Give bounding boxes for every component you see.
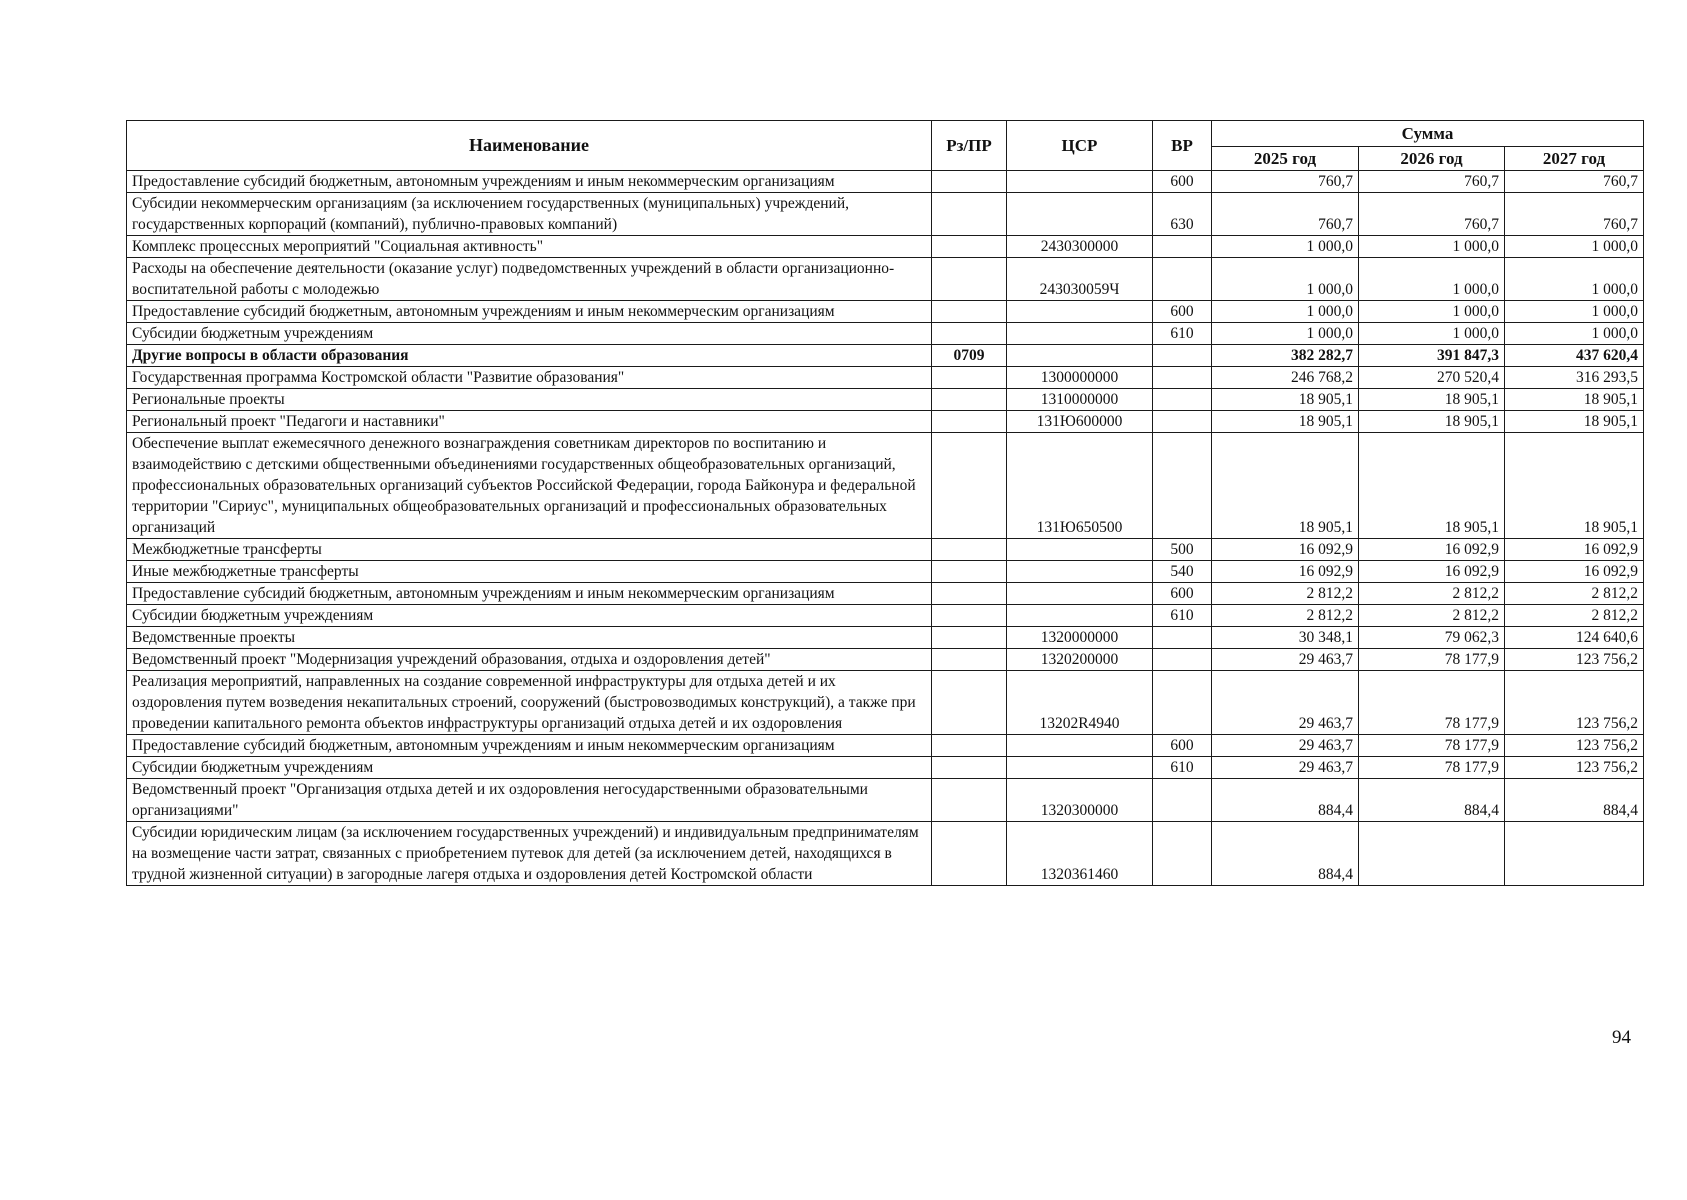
rzpr-cell <box>932 649 1007 671</box>
sum-2025-cell: 18 905,1 <box>1212 411 1359 433</box>
csr-cell <box>1007 171 1153 193</box>
name-cell: Предоставление субсидий бюджетным, автономным учреждениям и иным некоммерческим организациям <box>127 583 932 605</box>
vr-cell <box>1153 411 1212 433</box>
sum-2026-cell: 16 092,9 <box>1359 539 1505 561</box>
name-cell: Предоставление субсидий бюджетным, автономным учреждениям и иным некоммерческим организациям <box>127 735 932 757</box>
rzpr-cell <box>932 258 1007 301</box>
sum-2025-cell: 16 092,9 <box>1212 539 1359 561</box>
rzpr-cell <box>932 822 1007 886</box>
sum-2025-cell: 760,7 <box>1212 171 1359 193</box>
vr-cell <box>1153 236 1212 258</box>
sum-2025-cell: 246 768,2 <box>1212 367 1359 389</box>
sum-2025-cell: 30 348,1 <box>1212 627 1359 649</box>
header-sum: Сумма <box>1212 121 1644 147</box>
vr-cell <box>1153 258 1212 301</box>
sum-2026-cell: 16 092,9 <box>1359 561 1505 583</box>
sum-2027-cell: 16 092,9 <box>1505 561 1644 583</box>
csr-cell: 1320000000 <box>1007 627 1153 649</box>
vr-cell: 610 <box>1153 757 1212 779</box>
csr-cell: 13202R4940 <box>1007 671 1153 735</box>
sum-2026-cell: 1 000,0 <box>1359 301 1505 323</box>
table-row <box>127 779 1644 822</box>
sum-2027-cell: 760,7 <box>1505 193 1644 236</box>
table-header <box>127 121 1644 171</box>
sum-2027-cell: 18 905,1 <box>1505 389 1644 411</box>
rzpr-cell: 0709 <box>932 345 1007 367</box>
sum-2026-cell: 1 000,0 <box>1359 258 1505 301</box>
vr-cell: 600 <box>1153 583 1212 605</box>
csr-cell <box>1007 539 1153 561</box>
vr-cell: 610 <box>1153 323 1212 345</box>
sum-2027-cell <box>1505 822 1644 886</box>
rzpr-cell <box>932 367 1007 389</box>
sum-2026-cell: 1 000,0 <box>1359 323 1505 345</box>
sum-2025-cell: 18 905,1 <box>1212 389 1359 411</box>
name-cell: Субсидии юридическим лицам (за исключением государственных учреждений) и индивидуальным предпринимателям на возмещение части затрат, связанных с приобретением путевок для детей (за исключением детей, находящихся в трудной жизненной ситуации) в загородные лагеря отдыха и оздоровления детей Костромской области <box>127 822 932 886</box>
header-year-2025: 2025 год <box>1212 147 1359 171</box>
vr-cell <box>1153 389 1212 411</box>
table-row <box>127 757 1644 779</box>
header-year-2027: 2027 год <box>1505 147 1644 171</box>
sum-2025-cell: 29 463,7 <box>1212 671 1359 735</box>
table-row <box>127 539 1644 561</box>
vr-cell <box>1153 822 1212 886</box>
table-row <box>127 433 1644 539</box>
table-row <box>127 411 1644 433</box>
table-row <box>127 735 1644 757</box>
table-row <box>127 301 1644 323</box>
rzpr-cell <box>932 411 1007 433</box>
sum-2027-cell: 16 092,9 <box>1505 539 1644 561</box>
sum-2027-cell: 123 756,2 <box>1505 757 1644 779</box>
vr-cell: 630 <box>1153 193 1212 236</box>
rzpr-cell <box>932 171 1007 193</box>
name-cell: Межбюджетные трансферты <box>127 539 932 561</box>
table-row <box>127 193 1644 236</box>
rzpr-cell <box>932 539 1007 561</box>
sum-2027-cell: 123 756,2 <box>1505 649 1644 671</box>
sum-2026-cell: 18 905,1 <box>1359 389 1505 411</box>
name-cell: Иные межбюджетные трансферты <box>127 561 932 583</box>
csr-cell <box>1007 323 1153 345</box>
rzpr-cell <box>932 779 1007 822</box>
rzpr-cell <box>932 757 1007 779</box>
sum-2026-cell: 391 847,3 <box>1359 345 1505 367</box>
rzpr-cell <box>932 236 1007 258</box>
sum-2027-cell: 437 620,4 <box>1505 345 1644 367</box>
rzpr-cell <box>932 627 1007 649</box>
sum-2026-cell: 2 812,2 <box>1359 605 1505 627</box>
vr-cell <box>1153 345 1212 367</box>
rzpr-cell <box>932 301 1007 323</box>
name-cell: Ведомственный проект "Организация отдыха детей и их оздоровления негосударственными образовательными организациями" <box>127 779 932 822</box>
rzpr-cell <box>932 323 1007 345</box>
csr-cell <box>1007 757 1153 779</box>
table-row <box>127 345 1644 367</box>
sum-2027-cell: 123 756,2 <box>1505 735 1644 757</box>
rzpr-cell <box>932 605 1007 627</box>
sum-2025-cell: 29 463,7 <box>1212 735 1359 757</box>
vr-cell <box>1153 433 1212 539</box>
csr-cell <box>1007 735 1153 757</box>
sum-2027-cell: 2 812,2 <box>1505 583 1644 605</box>
name-cell: Региональные проекты <box>127 389 932 411</box>
sum-2027-cell: 316 293,5 <box>1505 367 1644 389</box>
sum-2027-cell: 123 756,2 <box>1505 671 1644 735</box>
sum-2026-cell: 884,4 <box>1359 779 1505 822</box>
csr-cell: 2430300000 <box>1007 236 1153 258</box>
header-vr: ВР <box>1153 121 1212 171</box>
name-cell: Государственная программа Костромской области "Развитие образования" <box>127 367 932 389</box>
csr-cell: 1320361460 <box>1007 822 1153 886</box>
sum-2025-cell: 884,4 <box>1212 822 1359 886</box>
csr-cell: 1310000000 <box>1007 389 1153 411</box>
vr-cell <box>1153 649 1212 671</box>
sum-2027-cell: 1 000,0 <box>1505 236 1644 258</box>
vr-cell: 500 <box>1153 539 1212 561</box>
sum-2025-cell: 1 000,0 <box>1212 323 1359 345</box>
csr-cell <box>1007 193 1153 236</box>
csr-cell <box>1007 605 1153 627</box>
sum-2026-cell: 760,7 <box>1359 193 1505 236</box>
vr-cell: 600 <box>1153 735 1212 757</box>
table-row <box>127 649 1644 671</box>
rzpr-cell <box>932 389 1007 411</box>
name-cell: Обеспечение выплат ежемесячного денежного вознаграждения советникам директоров по воспитанию и взаимодействию с детскими общественными объединениями государственных общеобразовательных организаций, профессиональных образовательных организаций субъектов Российской Федерации, города Байконура и федеральной территории "Сириус", муниципальных общеобразовательных организаций и профессиональных образовательных организаций <box>127 433 932 539</box>
name-cell: Предоставление субсидий бюджетным, автономным учреждениям и иным некоммерческим организациям <box>127 301 932 323</box>
sum-2025-cell: 382 282,7 <box>1212 345 1359 367</box>
name-cell: Реализация мероприятий, направленных на создание современной инфраструктуры для отдыха детей и их оздоровления путем возведения некапитальных строений, сооружений (быстровозводимых конструкций), а также при проведении капитального ремонта объектов инфраструктуры организаций отдыха детей и их оздоровления <box>127 671 932 735</box>
csr-cell: 1320300000 <box>1007 779 1153 822</box>
table-row <box>127 323 1644 345</box>
sum-2025-cell: 29 463,7 <box>1212 757 1359 779</box>
table-row <box>127 561 1644 583</box>
name-cell: Расходы на обеспечение деятельности (оказание услуг) подведомственных учреждений в области организационно-воспитательной работы с молодежью <box>127 258 932 301</box>
name-cell: Субсидии бюджетным учреждениям <box>127 757 932 779</box>
csr-cell: 131Ю600000 <box>1007 411 1153 433</box>
table-row <box>127 583 1644 605</box>
sum-2026-cell: 78 177,9 <box>1359 757 1505 779</box>
rzpr-cell <box>932 561 1007 583</box>
table-row <box>127 389 1644 411</box>
sum-2025-cell: 2 812,2 <box>1212 605 1359 627</box>
sum-2027-cell: 1 000,0 <box>1505 301 1644 323</box>
rzpr-cell <box>932 193 1007 236</box>
sum-2025-cell: 1 000,0 <box>1212 236 1359 258</box>
sum-2026-cell: 270 520,4 <box>1359 367 1505 389</box>
name-cell: Субсидии некоммерческим организациям (за исключением государственных (муниципальных) учреждений, государственных корпораций (компаний), публично-правовых компаний) <box>127 193 932 236</box>
table-body <box>127 171 1644 886</box>
table-row <box>127 671 1644 735</box>
rzpr-cell <box>932 433 1007 539</box>
header-name: Наименование <box>127 121 932 171</box>
vr-cell <box>1153 627 1212 649</box>
header-year-2026: 2026 год <box>1359 147 1505 171</box>
table-row <box>127 367 1644 389</box>
table-row <box>127 822 1644 886</box>
sum-2025-cell: 884,4 <box>1212 779 1359 822</box>
header-rzpr: Рз/ПР <box>932 121 1007 171</box>
table-row <box>127 258 1644 301</box>
csr-cell <box>1007 561 1153 583</box>
budget-table <box>126 120 1644 886</box>
csr-cell <box>1007 583 1153 605</box>
sum-2026-cell: 78 177,9 <box>1359 671 1505 735</box>
sum-2025-cell: 1 000,0 <box>1212 301 1359 323</box>
sum-2027-cell: 2 812,2 <box>1505 605 1644 627</box>
name-cell: Другие вопросы в области образования <box>127 345 932 367</box>
name-cell: Ведомственные проекты <box>127 627 932 649</box>
sum-2025-cell: 18 905,1 <box>1212 433 1359 539</box>
table-row <box>127 605 1644 627</box>
name-cell: Ведомственный проект "Модернизация учреждений образования, отдыха и оздоровления детей" <box>127 649 932 671</box>
sum-2027-cell: 1 000,0 <box>1505 258 1644 301</box>
sum-2027-cell: 18 905,1 <box>1505 411 1644 433</box>
name-cell: Субсидии бюджетным учреждениям <box>127 323 932 345</box>
vr-cell <box>1153 367 1212 389</box>
sum-2027-cell: 18 905,1 <box>1505 433 1644 539</box>
csr-cell: 1320200000 <box>1007 649 1153 671</box>
header-csr: ЦСР <box>1007 121 1153 171</box>
vr-cell <box>1153 671 1212 735</box>
sum-2026-cell: 78 177,9 <box>1359 735 1505 757</box>
rzpr-cell <box>932 583 1007 605</box>
csr-cell: 131Ю650500 <box>1007 433 1153 539</box>
name-cell: Предоставление субсидий бюджетным, автономным учреждениям и иным некоммерческим организациям <box>127 171 932 193</box>
sum-2026-cell: 18 905,1 <box>1359 433 1505 539</box>
rzpr-cell <box>932 735 1007 757</box>
rzpr-cell <box>932 671 1007 735</box>
csr-cell <box>1007 301 1153 323</box>
sum-2025-cell: 2 812,2 <box>1212 583 1359 605</box>
vr-cell: 600 <box>1153 301 1212 323</box>
sum-2026-cell <box>1359 822 1505 886</box>
page-number: 94 <box>1612 1027 1631 1048</box>
csr-cell: 243030059Ч <box>1007 258 1153 301</box>
sum-2025-cell: 16 092,9 <box>1212 561 1359 583</box>
sum-2027-cell: 124 640,6 <box>1505 627 1644 649</box>
sum-2026-cell: 1 000,0 <box>1359 236 1505 258</box>
csr-cell: 1300000000 <box>1007 367 1153 389</box>
sum-2025-cell: 1 000,0 <box>1212 258 1359 301</box>
sum-2026-cell: 78 177,9 <box>1359 649 1505 671</box>
vr-cell: 540 <box>1153 561 1212 583</box>
name-cell: Комплекс процессных мероприятий "Социальная активность" <box>127 236 932 258</box>
table-row <box>127 236 1644 258</box>
vr-cell <box>1153 779 1212 822</box>
sum-2026-cell: 760,7 <box>1359 171 1505 193</box>
sum-2026-cell: 2 812,2 <box>1359 583 1505 605</box>
table-row <box>127 627 1644 649</box>
table-row <box>127 171 1644 193</box>
name-cell: Субсидии бюджетным учреждениям <box>127 605 932 627</box>
sum-2027-cell: 884,4 <box>1505 779 1644 822</box>
sum-2025-cell: 29 463,7 <box>1212 649 1359 671</box>
sum-2027-cell: 760,7 <box>1505 171 1644 193</box>
name-cell: Региональный проект "Педагоги и наставники" <box>127 411 932 433</box>
sum-2027-cell: 1 000,0 <box>1505 323 1644 345</box>
vr-cell: 610 <box>1153 605 1212 627</box>
vr-cell: 600 <box>1153 171 1212 193</box>
sum-2026-cell: 18 905,1 <box>1359 411 1505 433</box>
sum-2026-cell: 79 062,3 <box>1359 627 1505 649</box>
csr-cell <box>1007 345 1153 367</box>
sum-2025-cell: 760,7 <box>1212 193 1359 236</box>
